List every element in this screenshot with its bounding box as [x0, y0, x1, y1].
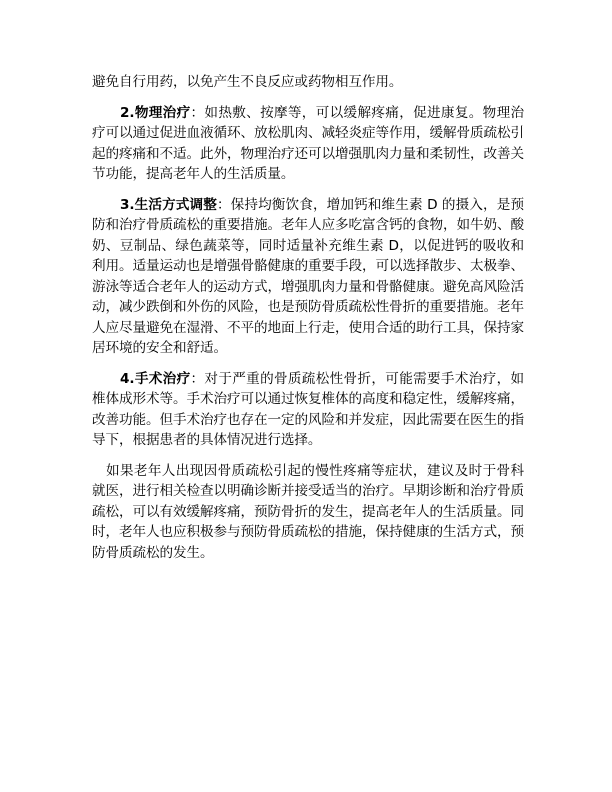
paragraph-continuation — [92, 72, 524, 93]
paragraph-conclusion — [92, 461, 524, 564]
paragraph-text: ：对于严重的骨质疏松性骨折，可能需要手术治疗，如椎体成形术等。手术治疗可以通过恢复椎体的高度和稳定性，缓解疼痛，改善功能。但手术治疗也存在一定的风险和并发症，因此需要在医生的指导下，根据患者的具体情况进行选择。 — [92, 370, 524, 448]
paragraph-heading: 4.手术治疗 — [120, 370, 191, 387]
paragraph-text: 避免自行用药，以免产生不良反应或药物相互作用。 — [92, 74, 403, 90]
paragraph-heading: 3.生活方式调整 — [120, 196, 217, 213]
paragraph-heading: 2.物理治疗 — [120, 104, 191, 121]
paragraph-text: ：保持均衡饮食，增加钙和维生素 D 的摄入，是预防和治疗骨质疏松的重要措施。老年人应多吃富含钙的食物，如牛奶、酸奶、豆制品、绿色蔬菜等，同时适量补充维生素 D，以促进钙的吸收和利用。适量运动也是增强骨骼健康的重要手段，可以选择散步、太极拳、游泳等适合老年人的运动方式，增强肌肉力量和骨骼健康。避免高风险活动，减少跌倒和外伤的风险，也是预防骨质疏松性骨折的重要措施。老年人应尽量避免在湿滑、不平的地面上行走，使用合适的助行工具，保持家居环境的安全和舒适。 — [92, 196, 524, 356]
paragraph-lifestyle-adjustment — [92, 195, 524, 359]
document-page — [92, 72, 524, 563]
paragraph-text: ：如热敷、按摩等，可以缓解疼痛，促进康复。物理治疗可以通过促进血液循环、放松肌肉、减轻炎症等作用，缓解骨质疏松引起的疼痛和不适。此外，物理治疗还可以增强肌肉力量和柔韧性，改善关节功能，提高老年人的生活质量。 — [92, 104, 524, 182]
paragraph-surgical-treatment — [92, 369, 524, 451]
paragraph-physical-therapy — [92, 103, 524, 185]
paragraph-text: 如果老年人出现因骨质疏松引起的慢性疼痛等症状，建议及时于骨科就医，进行相关检查以明确诊断并接受适当的治疗。早期诊断和治疗骨质疏松，可以有效缓解疼痛，预防骨折的发生，提高老年人的生活质量。同时，老年人也应积极参与预防骨质疏松的措施，保持健康的生活方式，预防骨质疏松的发生。 — [92, 462, 524, 561]
